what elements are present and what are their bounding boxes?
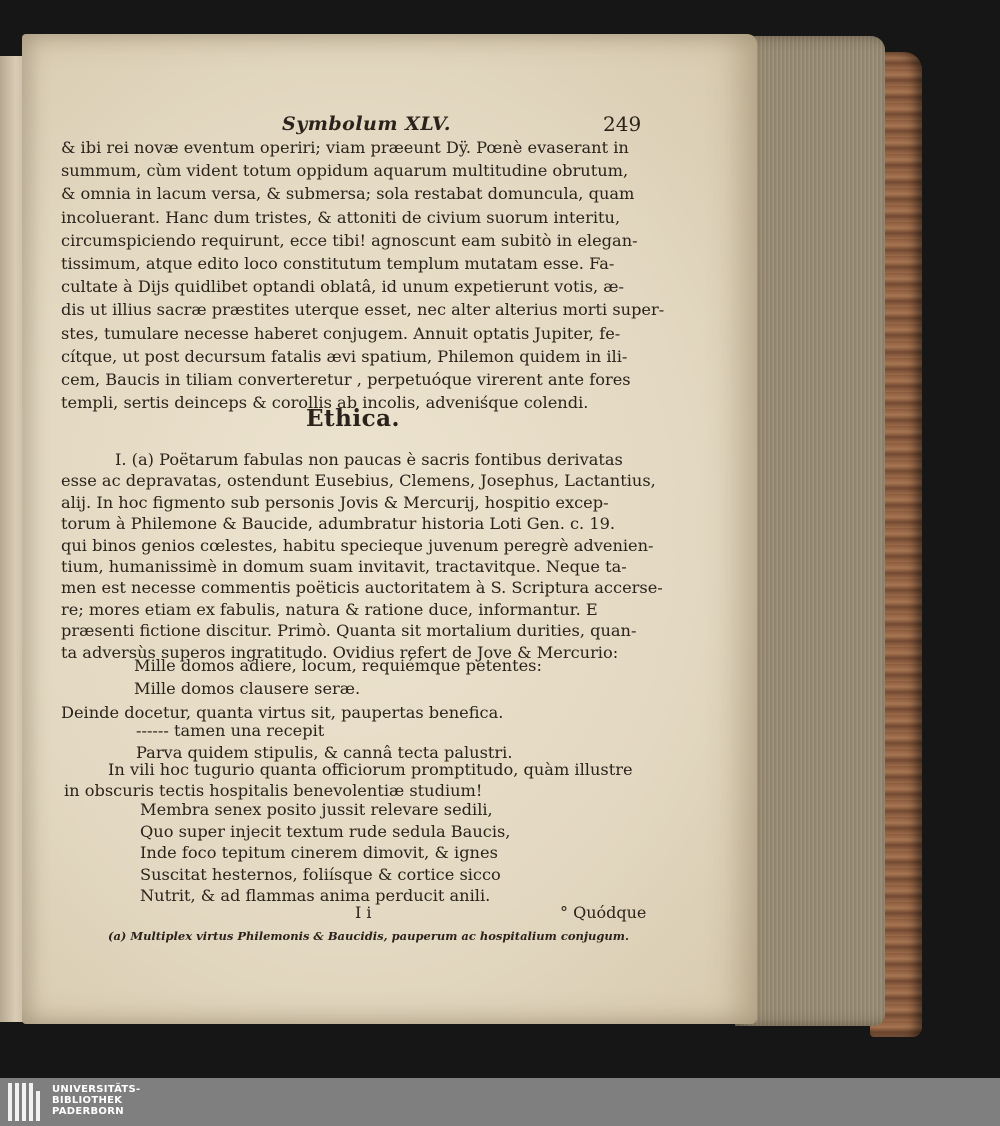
section-heading: Ethica. [306,405,401,432]
verse-line: ------ tamen una recepit [136,721,325,740]
banner-text-line3: PADERBORN [52,1106,124,1117]
page-number: 249 [603,112,642,136]
banner-text-line1: UNIVERSITÄTS- [52,1084,141,1095]
paragraph-line: cítque, ut post decursum fatalis ævi spatium, Philemon quidem in ili- [61,346,628,366]
verse-line: Inde foco tepitum cinerem dimovit, & ignes [140,843,498,862]
verse-line: Nutrit, & ad flammas anima perducit anili. [140,886,491,905]
verse-line: Parva quidem stipulis, & cannâ tecta palustri. [136,743,513,762]
ethica-line: ta adversùs superos ingratitudo. Ovidius refert de Jove & Mercurio: [61,642,619,662]
running-head: Symbolum XLV. [282,113,451,135]
verse-line: Membra senex posito jussit relevare sedili, [140,800,493,819]
verse-line: Mille domos adiere, locum, requiémque petentes: [134,656,542,675]
paragraph-line: cem, Baucis in tiliam converteretur , perpetuóque virerent ante fores [61,370,631,389]
verse-line: Quo super injecit textum rude sedula Baucis, [140,821,511,841]
ethica-line: I. (a) Poëtarum fabulas non paucas è sacris fontibus derivatas [115,450,623,469]
ethica-line: torum à Philemone & Baucide, adumbratur historia Loti Gen. c. 19. [61,514,616,534]
verse-line: Mille domos clausere seræ. [134,678,361,698]
paragraph-line: dis ut illius sacræ præstites uterque esset, nec alter alterius morti super- [61,300,665,320]
ethica-line: præsenti fictione discitur. Primò. Quanta sit mortalium durities, quan- [61,621,637,641]
ethica-line: esse ac depravatas, ostendunt Eusebius, Clemens, Josephus, Lactantius, [61,471,656,491]
ethica-line: qui binos genios cœlestes, habitu specieque juvenum peregrè advenien- [61,535,654,555]
paragraph-line: summum, cùm vident totum oppidum aquarum multitudine obrutum, [61,161,629,181]
catchword: ° Quódque [560,903,647,922]
library-logo-icon [8,1083,46,1121]
ethica-line: men est necesse commentis poëticis auctoritatem à S. Scriptura accerse- [61,578,663,598]
paragraph-line: incoluerant. Hanc dum tristes, & attoniti de civium suorum interitu, [61,207,621,227]
paragraph-line: tissimum, atque edito loco constitutum templum mutatam esse. Fa- [61,254,615,273]
library-banner [0,1078,1000,1126]
banner-text-line2: BIBLIOTHEK [52,1095,123,1106]
paragraph-line: In vili hoc tugurio quanta officiorum promptitudo, quàm illustre [108,760,633,779]
verse-line: Suscitat hesternos, foliísque & cortice sicco [140,864,501,884]
ethica-line: tium, humanissimè in domum suam invitavit, tractavitque. Neque ta- [61,557,627,576]
paragraph-line: circumspiciendo requirunt, ecce tibi! agnoscunt eam subitò in elegan- [61,230,638,250]
paragraph-line: cultate à Dijs quidlibet optandi oblatâ, id unum expetierunt votis, æ- [61,277,624,297]
ethica-line: re; mores etiam ex fabulis, natura & ratione duce, informantur. E [61,599,598,619]
paragraph-line: templi, sertis deinceps & corollis ab incolis, adveniśque colendi. [61,393,589,413]
deinde-line: Deinde docetur, quanta virtus sit, paupertas benefica. [61,703,504,722]
page-block-edge [735,36,885,1026]
paragraph-line: in obscuris tectis hospitalis benevolentiæ studium! [64,781,483,800]
paragraph-line: stes, tumulare necesse haberet conjugem. Annuit optatis Jupiter, fe- [61,323,621,343]
footnote: (a) Multiplex virtus Philemonis & Baucidis, pauperum ac hospitalium conjugum. [108,929,629,943]
signature-mark: I i [355,903,372,922]
paragraph-line: & ibi rei novæ eventum operiri; viam præeunt Dÿ. Pœnè evaserant in [61,138,629,157]
paragraph-line: & omnia in lacum versa, & submersa; sola restabat domuncula, quam [61,184,635,204]
ethica-line: alij. In hoc figmento sub personis Jovis & Mercurij, hospitio excep- [61,492,609,512]
